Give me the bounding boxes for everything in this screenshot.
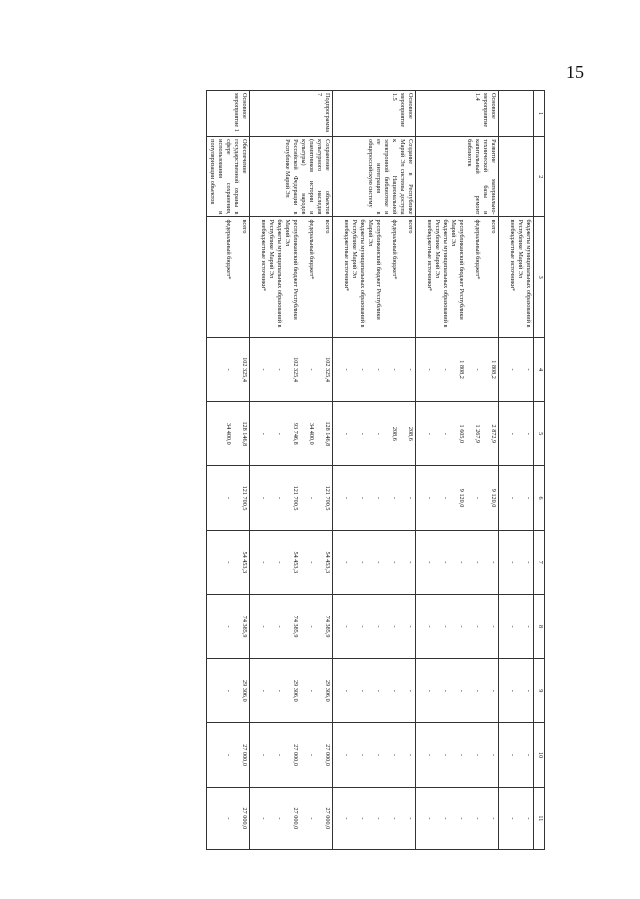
column-header: 6 — [534, 466, 545, 530]
value-cell: 128 146,8 — [324, 421, 331, 447]
value-cell: 54 453,3 — [292, 551, 299, 574]
value-cell: - — [343, 817, 350, 820]
funding-source: бюджеты муниципальных образований в Республике Марий Эл — [268, 219, 283, 328]
column-header: 10 — [534, 723, 545, 787]
value-cell: 9 120,0 — [490, 488, 497, 508]
value-cell: - — [391, 754, 398, 757]
year-values — [250, 530, 333, 594]
year-values — [416, 659, 499, 723]
funding-source: республиканский бюджет Республики Марий Эл — [367, 219, 382, 320]
program-label — [499, 91, 534, 137]
value-cell: 34 400,0 — [308, 423, 315, 445]
value-cell: - — [225, 368, 232, 371]
value-cell: - — [359, 625, 366, 628]
funding-sources — [250, 217, 333, 337]
value-cell: - — [458, 625, 465, 628]
value-cell: 102 325,4 — [324, 357, 331, 382]
value-cell: 74 385,9 — [324, 615, 331, 638]
year-values — [499, 594, 534, 658]
year-values — [207, 530, 250, 594]
year-values — [499, 337, 534, 401]
value-cell: - — [509, 561, 516, 564]
value-cell: - — [407, 754, 414, 757]
program-name: Создание в Республике Марий Эл системы доступа к Национальной электронной библиотеке и ее интеграция в общероссийскую систему — [333, 137, 416, 217]
value-cell: 27 000,0 — [292, 807, 299, 830]
value-cell: - — [260, 497, 267, 500]
program-name: Сохранение объектов культурного наследия (памятников истории и культуры) народов Российской Федерации в Республике Марий Эл — [250, 137, 333, 217]
year-values — [250, 337, 333, 401]
value-cell: 9 120,0 — [458, 488, 465, 508]
value-cell: - — [509, 625, 516, 628]
column-header: 3 — [534, 217, 545, 337]
program-label: Подпрограмма 7 — [250, 91, 333, 137]
value-cell: - — [276, 432, 283, 435]
value-cell: - — [474, 497, 481, 500]
column-header: 2 — [534, 137, 545, 217]
value-cell: - — [442, 432, 449, 435]
value-cell: - — [359, 497, 366, 500]
year-values — [250, 402, 333, 466]
year-values — [416, 787, 499, 849]
value-cell: - — [426, 432, 433, 435]
value-cell: - — [474, 754, 481, 757]
table-header-row — [534, 91, 545, 850]
year-values — [333, 723, 416, 787]
value-cell: - — [359, 817, 366, 820]
value-cell: - — [343, 561, 350, 564]
funding-sources — [416, 217, 499, 337]
value-cell: - — [276, 817, 283, 820]
value-cell: - — [525, 817, 532, 820]
value-cell: - — [458, 817, 465, 820]
year-values — [499, 723, 534, 787]
value-cell: - — [525, 368, 532, 371]
funding-table — [206, 90, 545, 850]
value-cell: - — [260, 432, 267, 435]
funding-source: внебюджетные источники* — [260, 219, 267, 292]
value-cell: - — [225, 561, 232, 564]
value-cell: - — [308, 754, 315, 757]
year-values — [333, 402, 416, 466]
table-row — [207, 91, 250, 850]
value-cell: - — [375, 561, 382, 564]
value-cell: - — [359, 432, 366, 435]
funding-source: федеральный бюджет* — [391, 219, 398, 280]
value-cell: - — [509, 754, 516, 757]
value-cell: - — [260, 368, 267, 371]
value-cell: 121 700,5 — [241, 485, 248, 511]
value-cell: 29 306,0 — [324, 680, 331, 702]
year-values — [416, 530, 499, 594]
year-values — [250, 466, 333, 530]
year-values — [499, 466, 534, 530]
funding-source: бюджеты муниципальных образований в Республике Марий Эл — [517, 219, 532, 328]
program-name: Обеспечение государственной охраны в сфере сохранения, использования и популяризации объектов — [207, 137, 250, 217]
value-cell: - — [359, 689, 366, 692]
value-cell: - — [391, 368, 398, 371]
page-number: 15 — [566, 62, 584, 82]
year-values — [416, 594, 499, 658]
value-cell: - — [458, 689, 465, 692]
value-cell: - — [490, 625, 497, 628]
program-label: Основное мероприятие 1.5 — [333, 91, 416, 137]
value-cell: 121 700,5 — [324, 485, 331, 511]
year-values — [416, 466, 499, 530]
value-cell: - — [509, 497, 516, 500]
value-cell: - — [391, 561, 398, 564]
value-cell: - — [308, 561, 315, 564]
value-cell: 2 872,9 — [490, 424, 497, 444]
funding-source: республиканский бюджет Республики Марий Эл — [284, 219, 299, 320]
value-cell: - — [308, 817, 315, 820]
value-cell: 121 700,5 — [292, 485, 299, 511]
value-cell: - — [525, 561, 532, 564]
value-cell: 27 000,0 — [324, 807, 331, 830]
year-values — [207, 594, 250, 658]
year-values — [416, 723, 499, 787]
value-cell: - — [525, 689, 532, 692]
year-values — [207, 723, 250, 787]
value-cell: 102 325,4 — [292, 357, 299, 382]
value-cell: - — [359, 368, 366, 371]
value-cell: 34 400,0 — [225, 423, 232, 445]
value-cell: - — [391, 689, 398, 692]
value-cell: - — [525, 625, 532, 628]
value-cell: - — [442, 561, 449, 564]
value-cell: - — [308, 368, 315, 371]
value-cell: - — [426, 754, 433, 757]
year-values — [333, 594, 416, 658]
value-cell: - — [442, 817, 449, 820]
funding-source: бюджеты муниципальных образований в Республике Марий Эл — [434, 219, 449, 328]
value-cell: - — [308, 689, 315, 692]
value-cell: - — [509, 689, 516, 692]
value-cell: - — [375, 432, 382, 435]
year-values — [207, 787, 250, 849]
column-header: 11 — [534, 787, 545, 849]
value-cell: - — [426, 561, 433, 564]
value-cell: - — [490, 561, 497, 564]
funding-source: внебюджетные источники* — [343, 219, 350, 292]
value-cell: 27 000,0 — [292, 744, 299, 766]
year-values — [333, 466, 416, 530]
program-name — [499, 137, 534, 217]
value-cell: 27 000,0 — [324, 744, 331, 766]
value-cell: - — [474, 368, 481, 371]
value-cell: - — [225, 817, 232, 820]
value-cell: 29 306,0 — [241, 680, 248, 702]
value-cell: - — [391, 497, 398, 500]
value-cell: - — [276, 368, 283, 371]
value-cell: - — [490, 689, 497, 692]
program-label: Основное мероприятие 1 — [207, 91, 250, 137]
column-header: 4 — [534, 337, 545, 401]
value-cell: - — [426, 817, 433, 820]
year-values — [250, 659, 333, 723]
value-cell: 54 453,3 — [324, 551, 331, 574]
value-cell: 1 808,2 — [458, 360, 465, 379]
value-cell: - — [442, 625, 449, 628]
column-header: 7 — [534, 530, 545, 594]
table-row — [333, 91, 416, 850]
value-cell: 29 306,0 — [292, 680, 299, 702]
column-header: 5 — [534, 402, 545, 466]
value-cell: 54 453,3 — [241, 551, 248, 574]
value-cell: 1 267,9 — [474, 424, 481, 444]
value-cell: - — [442, 689, 449, 692]
value-cell: - — [490, 754, 497, 757]
value-cell: 208,6 — [391, 426, 398, 441]
value-cell: - — [509, 432, 516, 435]
value-cell: - — [343, 497, 350, 500]
year-values — [416, 337, 499, 401]
value-cell: - — [509, 368, 516, 371]
year-values — [250, 787, 333, 849]
funding-source: республиканский бюджет Республики Марий Эл — [450, 219, 465, 320]
value-cell: - — [442, 368, 449, 371]
value-cell: - — [391, 625, 398, 628]
funding-source: федеральный бюджет* — [225, 219, 232, 280]
year-values — [499, 659, 534, 723]
value-cell: - — [375, 625, 382, 628]
value-cell: - — [407, 497, 414, 500]
value-cell: 1 605,0 — [458, 424, 465, 444]
value-cell: - — [308, 625, 315, 628]
value-cell: - — [509, 817, 516, 820]
value-cell: - — [276, 561, 283, 564]
value-cell: - — [343, 368, 350, 371]
value-cell: - — [525, 754, 532, 757]
value-cell: - — [458, 561, 465, 564]
funding-source: всего — [407, 219, 414, 234]
value-cell: - — [375, 754, 382, 757]
value-cell: - — [375, 497, 382, 500]
value-cell: - — [474, 817, 481, 820]
value-cell: - — [276, 689, 283, 692]
value-cell: - — [391, 817, 398, 820]
funding-sources — [333, 217, 416, 337]
funding-source: всего — [490, 219, 497, 234]
value-cell: - — [343, 754, 350, 757]
year-values — [207, 402, 250, 466]
table-row — [250, 91, 333, 850]
value-cell: 128 146,8 — [241, 421, 248, 447]
value-cell: - — [276, 625, 283, 628]
rotated-table-container — [109, 90, 545, 850]
value-cell: 1 808,2 — [490, 360, 497, 379]
funding-source: всего — [324, 219, 331, 234]
value-cell: - — [407, 817, 414, 820]
value-cell: - — [442, 754, 449, 757]
value-cell: - — [308, 497, 315, 500]
value-cell: 93 746,8 — [292, 423, 299, 445]
value-cell: - — [260, 561, 267, 564]
funding-source: федеральный бюджет* — [474, 219, 481, 280]
value-cell: - — [442, 497, 449, 500]
year-values — [333, 659, 416, 723]
year-values — [250, 723, 333, 787]
value-cell: - — [359, 754, 366, 757]
year-values — [499, 787, 534, 849]
value-cell: - — [525, 497, 532, 500]
value-cell: - — [407, 689, 414, 692]
table-row — [499, 91, 534, 850]
value-cell: 102 325,4 — [241, 357, 248, 382]
value-cell: - — [343, 432, 350, 435]
value-cell: - — [343, 625, 350, 628]
program-name: Развитие материально-технической базы и капитальный ремонт библиотек — [416, 137, 499, 217]
year-values — [499, 402, 534, 466]
value-cell: - — [458, 754, 465, 757]
column-header: 8 — [534, 594, 545, 658]
value-cell: - — [225, 625, 232, 628]
column-header: 9 — [534, 659, 545, 723]
value-cell: - — [426, 368, 433, 371]
value-cell: 74 385,9 — [292, 615, 299, 638]
value-cell: 74 385,9 — [241, 615, 248, 638]
funding-source: бюджеты муниципальных образований в Республике Марий Эл — [351, 219, 366, 328]
year-values — [333, 337, 416, 401]
year-values — [416, 402, 499, 466]
value-cell: - — [343, 689, 350, 692]
year-values — [333, 787, 416, 849]
value-cell: 208,6 — [407, 426, 414, 441]
funding-sources — [207, 217, 250, 337]
value-cell: - — [276, 497, 283, 500]
value-cell: 27 000,0 — [241, 744, 248, 766]
program-label: Основное мероприятие 1.4 — [416, 91, 499, 137]
funding-sources — [499, 217, 534, 337]
table-row — [416, 91, 499, 850]
value-cell: - — [426, 689, 433, 692]
year-values — [207, 337, 250, 401]
value-cell: - — [474, 561, 481, 564]
value-cell: - — [225, 497, 232, 500]
value-cell: - — [260, 817, 267, 820]
value-cell: - — [407, 368, 414, 371]
year-values — [499, 530, 534, 594]
year-values — [207, 659, 250, 723]
column-header: 1 — [534, 91, 545, 137]
funding-source: внебюджетные источники* — [509, 219, 516, 292]
value-cell: - — [490, 817, 497, 820]
year-values — [207, 466, 250, 530]
value-cell: - — [426, 497, 433, 500]
year-values — [333, 530, 416, 594]
value-cell: - — [225, 754, 232, 757]
value-cell: - — [375, 368, 382, 371]
funding-source: федеральный бюджет* — [308, 219, 315, 280]
year-values — [250, 594, 333, 658]
funding-source: внебюджетные источники* — [426, 219, 433, 292]
value-cell: - — [260, 625, 267, 628]
value-cell: - — [407, 561, 414, 564]
value-cell: - — [359, 561, 366, 564]
value-cell: - — [426, 625, 433, 628]
value-cell: - — [525, 432, 532, 435]
value-cell: - — [260, 754, 267, 757]
value-cell: - — [225, 689, 232, 692]
value-cell: - — [407, 625, 414, 628]
value-cell: - — [260, 689, 267, 692]
value-cell: - — [375, 817, 382, 820]
value-cell: - — [474, 625, 481, 628]
value-cell: 27 000,0 — [241, 807, 248, 830]
value-cell: - — [276, 754, 283, 757]
funding-source: всего — [241, 219, 248, 234]
value-cell: - — [375, 689, 382, 692]
value-cell: - — [474, 689, 481, 692]
